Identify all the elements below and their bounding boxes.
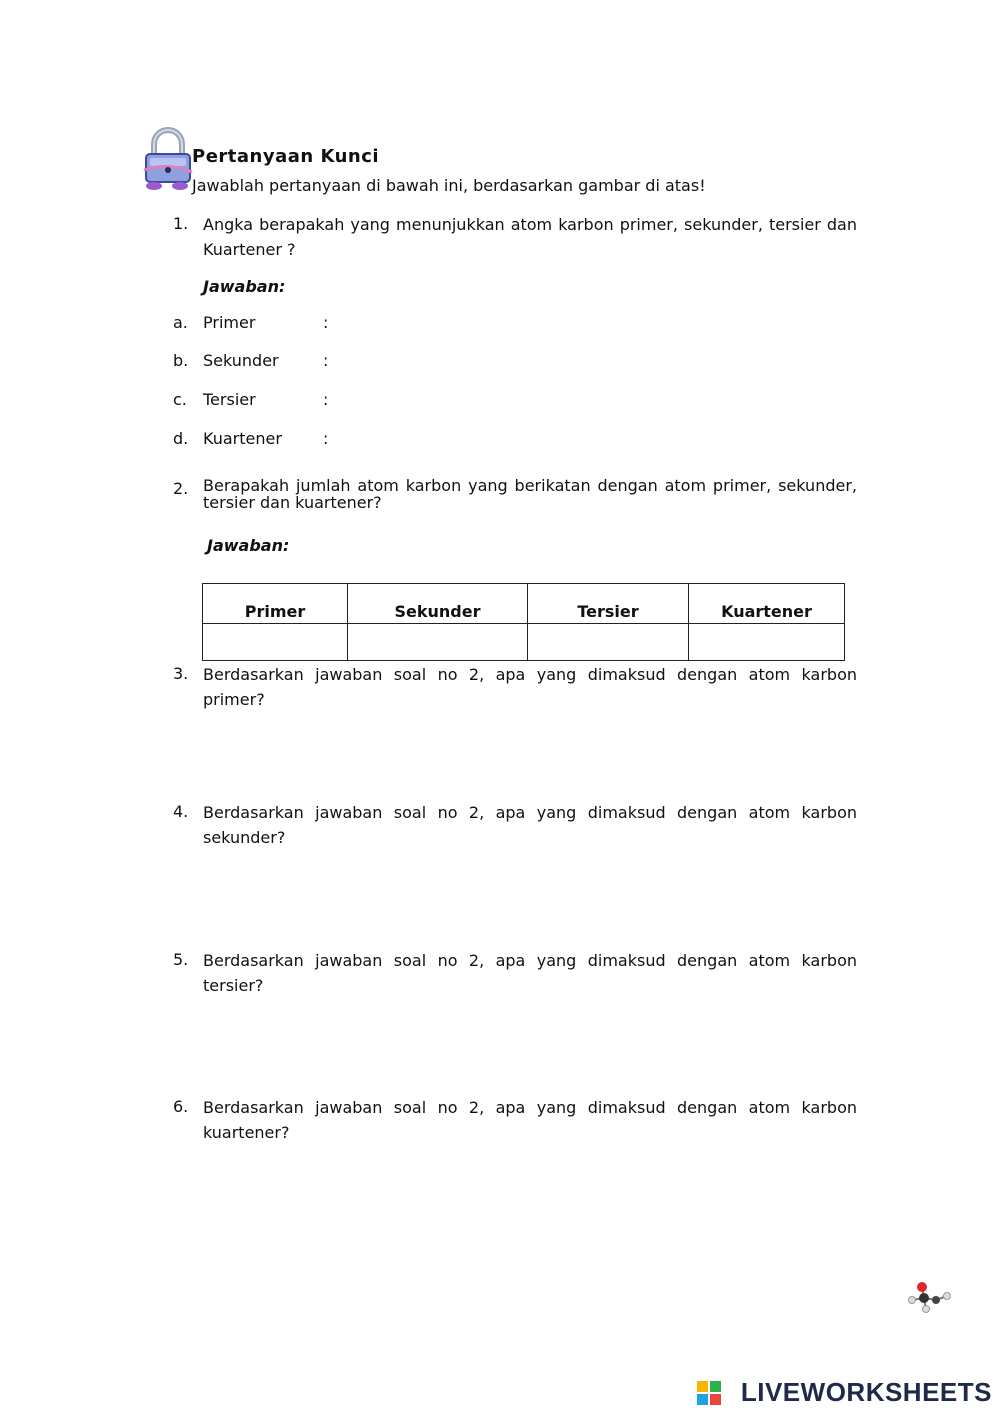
table-header-sekunder: Sekunder — [348, 584, 528, 624]
answer-label: Jawaban: — [203, 277, 286, 296]
answer-cell-sekunder[interactable] — [348, 624, 528, 661]
option-letter: c. — [173, 390, 187, 409]
answer-cell-tersier[interactable] — [528, 624, 689, 661]
option-colon: : — [323, 390, 329, 409]
option-label-tersier: Tersier — [203, 390, 256, 409]
question-number: 6. — [173, 1097, 189, 1116]
option-label-kuartener: Kuartener — [203, 429, 282, 448]
question-number: 3. — [173, 664, 189, 683]
table-header-row — [203, 584, 845, 624]
table-header-primer: Primer — [203, 584, 348, 624]
instruction-text: Jawablah pertanyaan di bawah ini, berdasarkan gambar di atas! — [192, 176, 706, 195]
question-number: 5. — [173, 950, 189, 969]
option-label-sekunder: Sekunder — [203, 351, 279, 370]
option-label-primer: Primer — [203, 313, 256, 332]
option-letter: b. — [173, 351, 189, 370]
answer-label: Jawaban: — [207, 536, 290, 555]
question-number: 2. — [173, 479, 189, 498]
question-number: 1. — [173, 214, 189, 233]
question-text: Berdasarkan jawaban soal no 2, apa yang dimaksud dengan atom karbon tersier? — [203, 951, 857, 995]
option-colon: : — [323, 313, 329, 332]
option-letter: a. — [173, 313, 188, 332]
table-header-kuartener: Kuartener — [689, 584, 845, 624]
question-text: Berapakah jumlah atom karbon yang berikatan dengan atom primer, sekunder, tersier dan kuartener? — [203, 476, 857, 512]
option-colon: : — [323, 429, 329, 448]
option-letter: d. — [173, 429, 189, 448]
padlock-icon — [140, 126, 196, 192]
question-text: Berdasarkan jawaban soal no 2, apa yang dimaksud dengan atom karbon kuartener? — [203, 1098, 857, 1142]
section-title: Pertanyaan Kunci — [192, 146, 380, 167]
question-number: 4. — [173, 802, 189, 821]
table-header-tersier: Tersier — [528, 584, 689, 624]
option-colon: : — [323, 351, 329, 370]
table-row — [203, 624, 845, 661]
question-text: Angka berapakah yang menunjukkan atom karbon primer, sekunder, tersier dan Kuartener ? — [203, 215, 857, 259]
answer-table — [202, 583, 845, 661]
question-text: Berdasarkan jawaban soal no 2, apa yang dimaksud dengan atom karbon primer? — [203, 665, 857, 709]
answer-cell-primer[interactable] — [203, 624, 348, 661]
question-text: Berdasarkan jawaban soal no 2, apa yang dimaksud dengan atom karbon sekunder? — [203, 803, 857, 847]
molecule-icon — [906, 1280, 952, 1314]
liveworksheets-logo-icon — [697, 1381, 721, 1405]
answer-cell-kuartener[interactable] — [689, 624, 845, 661]
brand-wordmark[interactable]: LIVEWORKSHEETS — [740, 1377, 992, 1407]
